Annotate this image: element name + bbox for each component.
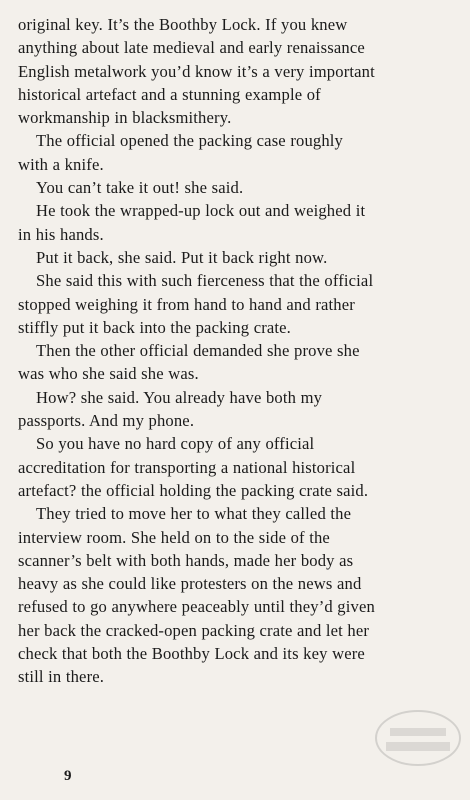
text-line: still in there. — [18, 667, 105, 687]
text-line: was who she said she was. — [18, 364, 199, 384]
text-line: refused to go anywhere peaceably until they’d given — [18, 597, 375, 617]
text-line: They tried to move her to what they called the — [36, 504, 352, 524]
page-number: 9 — [64, 768, 72, 784]
text-line: artefact? the official holding the packing crate said. — [18, 480, 369, 500]
text-line: with a knife. — [18, 154, 104, 174]
text-line: So you have no hard copy of any official — [36, 434, 315, 454]
text-line: heavy as she could like protesters on the news and — [18, 574, 362, 594]
text-line: The official opened the packing case roughly — [36, 131, 343, 151]
text-line: in his hands. — [18, 224, 104, 244]
text-line: How? she said. You already have both my — [36, 387, 323, 407]
text-line: accreditation for transporting a national historical — [18, 457, 356, 477]
text-line: stopped weighing it from hand to hand and rather — [18, 294, 355, 314]
text-line: scanner’s belt with both hands, made her body as — [18, 550, 354, 570]
text-line: He took the wrapped-up lock out and weighed it — [36, 201, 366, 221]
text-line: original key. It’s the Boothby Lock. If you knew — [18, 15, 348, 34]
text-line: historical artefact and a stunning example of — [18, 84, 321, 104]
text-line: passports. And my phone. — [18, 411, 195, 431]
text-line: her back the cracked-open packing crate and let her — [18, 620, 370, 640]
text-line: anything about late medieval and early renaissance — [18, 38, 365, 58]
text-line: workmanship in blacksmithery. — [18, 108, 232, 128]
text-line: Then the other official demanded she prove she — [36, 341, 360, 361]
text-line: interview room. She held on to the side of the — [18, 527, 330, 547]
text-line: stiffly put it back into the packing crate. — [18, 317, 291, 337]
watermark-stamp — [374, 708, 462, 768]
text-line: English metalwork you’d know it’s a very important — [18, 61, 375, 81]
text-line: You can’t take it out! she said. — [36, 178, 244, 198]
text-line: check that both the Boothby Lock and its key were — [18, 644, 365, 664]
text-line: She said this with such fierceness that the official — [36, 271, 374, 291]
body-text — [18, 13, 458, 689]
text-line: Put it back, she said. Put it back right now. — [36, 247, 328, 267]
